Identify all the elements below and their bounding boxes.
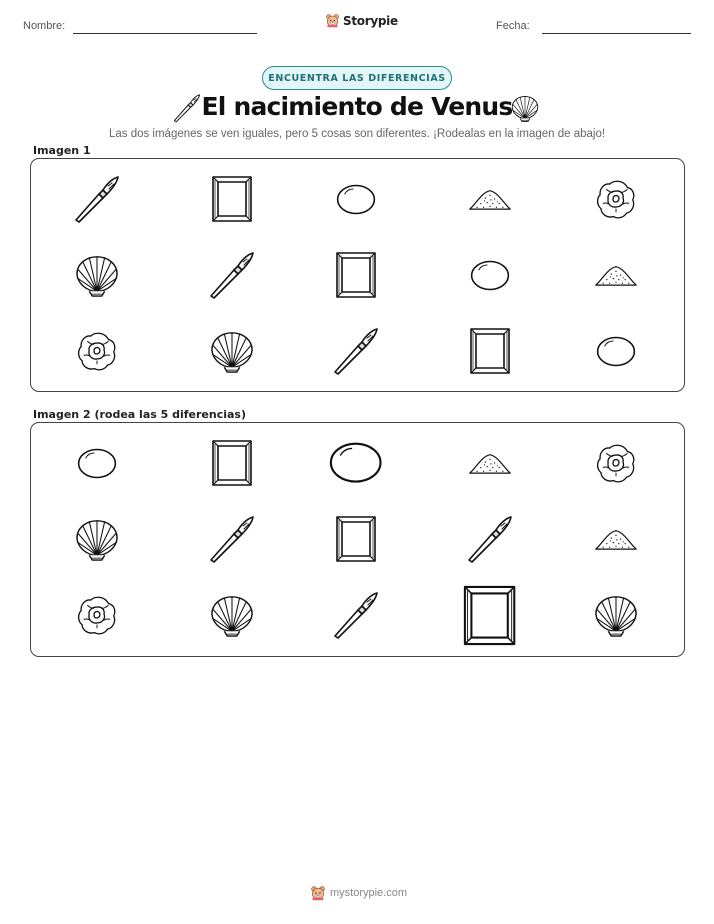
pearl-icon [468,258,512,293]
grid-cell [72,174,122,224]
frame-icon [210,174,254,224]
name-line[interactable] [73,33,257,34]
seashell-icon [592,593,640,637]
sand-pile-icon [467,185,513,213]
grid-cell[interactable] [594,441,638,485]
grid-cell [334,250,378,300]
seashell-icon [73,253,121,297]
grid-cell [207,250,257,300]
bear-icon [310,885,326,901]
paintbrush-icon [207,514,257,564]
paintbrush-icon [207,250,257,300]
grid-cell [331,326,381,376]
grid-cell[interactable] [593,525,639,553]
sand-pile-icon [593,261,639,289]
grid-cell[interactable] [467,449,513,477]
rose-icon [75,593,119,637]
date-label: Fecha: [496,20,530,32]
frame-icon [210,438,254,488]
grid-cell [593,261,639,289]
grid-cell [334,182,378,217]
image1-panel [30,158,685,392]
grid-cell[interactable] [75,446,119,481]
grid-cell[interactable] [207,514,257,564]
paintbrush-icon [331,590,381,640]
grid-cell[interactable] [73,517,121,561]
pearl-icon [75,446,119,481]
seashell-icon [208,593,256,637]
sand-pile-icon [467,449,513,477]
pearl-icon [594,334,638,369]
grid-cell[interactable] [210,438,254,488]
grid-cell [75,329,119,373]
date-line[interactable] [542,33,691,34]
seashell-icon [73,517,121,561]
rose-icon [75,329,119,373]
grid-cell [468,326,512,376]
grid-cell [210,174,254,224]
sand-pile-icon [593,525,639,553]
bear-icon [325,13,340,28]
frame-icon [334,514,378,564]
footer [310,885,407,901]
grid-cell [208,329,256,373]
image2-panel[interactable] [30,422,685,657]
paintbrush-icon [465,514,515,564]
brand-name: Storypie [343,13,398,28]
image1-label: Imagen 1 [33,144,91,157]
grid-cell [468,258,512,293]
seashell-icon [208,329,256,373]
grid-cell[interactable] [592,593,640,637]
pearl-icon [334,182,378,217]
grid-cell[interactable] [334,514,378,564]
frame-icon [461,583,518,648]
grid-cell[interactable] [208,593,256,637]
image2-label: Imagen 2 (rodea las 5 diferencias) [33,408,247,421]
name-label: Nombre: [23,20,66,32]
page-title: El nacimiento de Venus [201,92,513,121]
grid-cell[interactable] [461,583,518,648]
grid-cell [73,253,121,297]
pearl-icon [326,439,385,486]
grid-cell[interactable] [331,590,381,640]
frame-icon [468,326,512,376]
rose-icon [594,441,638,485]
grid-cell[interactable] [75,593,119,637]
brand-logo [325,13,398,28]
rose-icon [594,177,638,221]
badge-text: ENCUENTRA LAS DIFERENCIAS [268,72,446,84]
frame-icon [334,250,378,300]
activity-badge [262,66,452,90]
paintbrush-icon [72,174,122,224]
seashell-icon [509,94,541,122]
grid-cell [467,185,513,213]
instructions: Las dos imágenes se ven iguales, pero 5 cosas son diferentes. ¡Rodealas en la imagen de abajo! [108,128,606,140]
grid-cell[interactable] [326,439,385,486]
paintbrush-icon [331,326,381,376]
grid-cell [594,177,638,221]
grid-cell [594,334,638,369]
grid-cell[interactable] [465,514,515,564]
footer-url: mystorypie.com [330,887,408,899]
